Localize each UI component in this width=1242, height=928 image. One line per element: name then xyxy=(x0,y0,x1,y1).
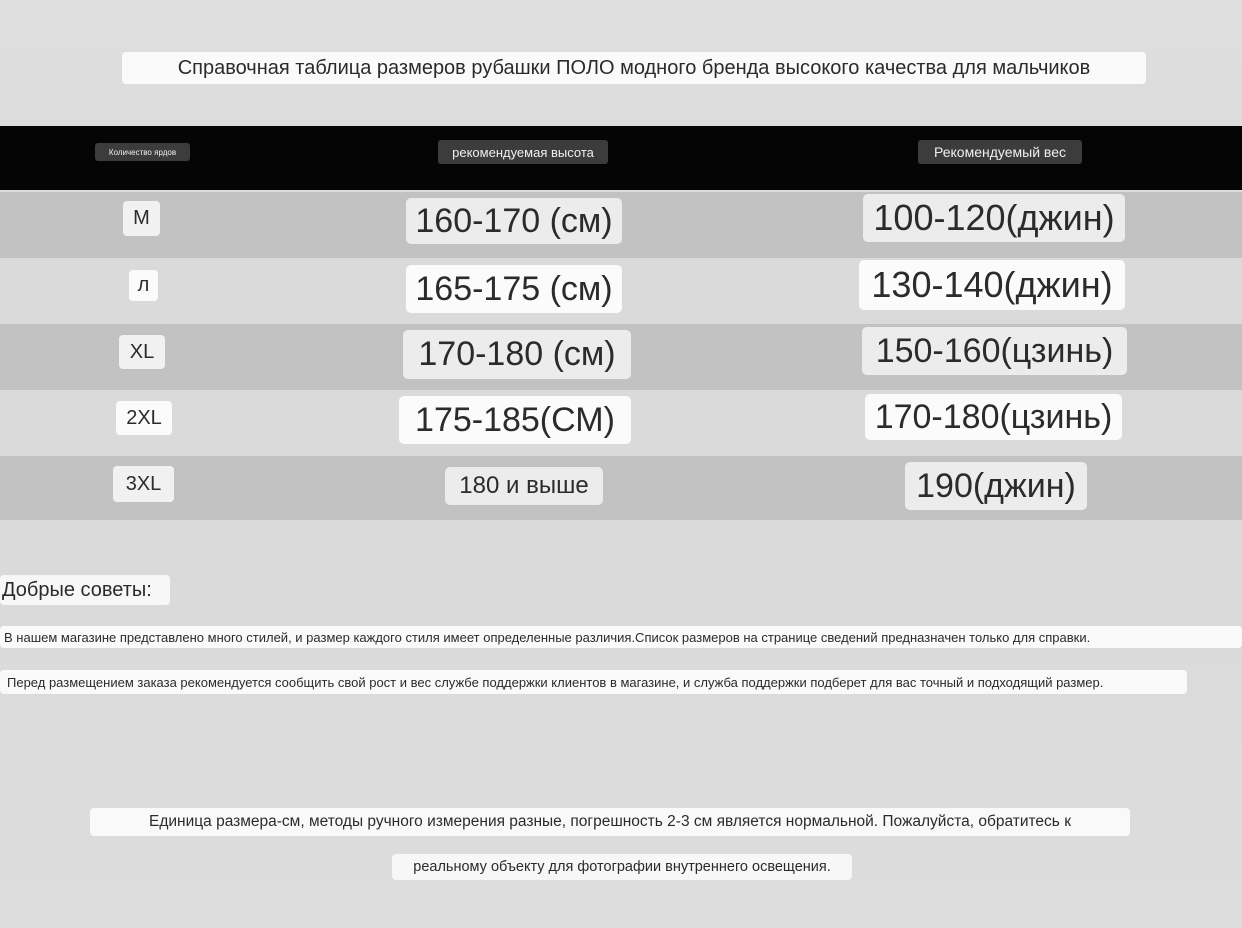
tip-line: Перед размещением заказа рекомендуется сообщить свой рост и вес службе поддержки клиентов в магазине, и служба поддержки подберет для вас точный и подходящий размер. xyxy=(0,670,1187,694)
weight-cell: 100-120(джин) xyxy=(863,194,1125,242)
height-cell: 170-180 (см) xyxy=(403,330,631,379)
header-size: Количество ярдов xyxy=(95,143,190,161)
measurement-note: Единица размера-см, методы ручного измерения разные, погрешность 2-3 см является нормальной. Пожалуйста, обратитесь к xyxy=(90,808,1130,836)
height-cell: 160-170 (см) xyxy=(406,198,622,244)
weight-cell: 190(джин) xyxy=(905,462,1087,510)
weight-cell: 170-180(цзинь) xyxy=(865,394,1122,440)
weight-cell: 150-160(цзинь) xyxy=(862,327,1127,375)
size-cell: M xyxy=(123,201,160,236)
measurement-note: реальному объекту для фотографии внутреннего освещения. xyxy=(392,854,852,880)
header-height: рекомендуемая высота xyxy=(438,140,608,164)
tips-title: Добрые советы: xyxy=(0,575,170,605)
height-cell: 180 и выше xyxy=(445,467,603,505)
size-cell: 2XL xyxy=(116,401,172,435)
height-cell: 165-175 (см) xyxy=(406,265,622,313)
weight-cell: 130-140(джин) xyxy=(859,260,1125,310)
size-cell: л xyxy=(129,270,158,301)
size-cell: XL xyxy=(119,335,165,369)
height-cell: 175-185(СМ) xyxy=(399,396,631,444)
page-title: Справочная таблица размеров рубашки ПОЛО модного бренда высокого качества для мальчиков xyxy=(122,52,1146,84)
tip-line: В нашем магазине представлено много стилей, и размер каждого стиля имеет определенные различия.Список размеров на странице сведений предназначен только для справки. xyxy=(0,626,1242,648)
size-cell: 3XL xyxy=(113,466,174,502)
header-weight: Рекомендуемый вес xyxy=(918,140,1082,164)
